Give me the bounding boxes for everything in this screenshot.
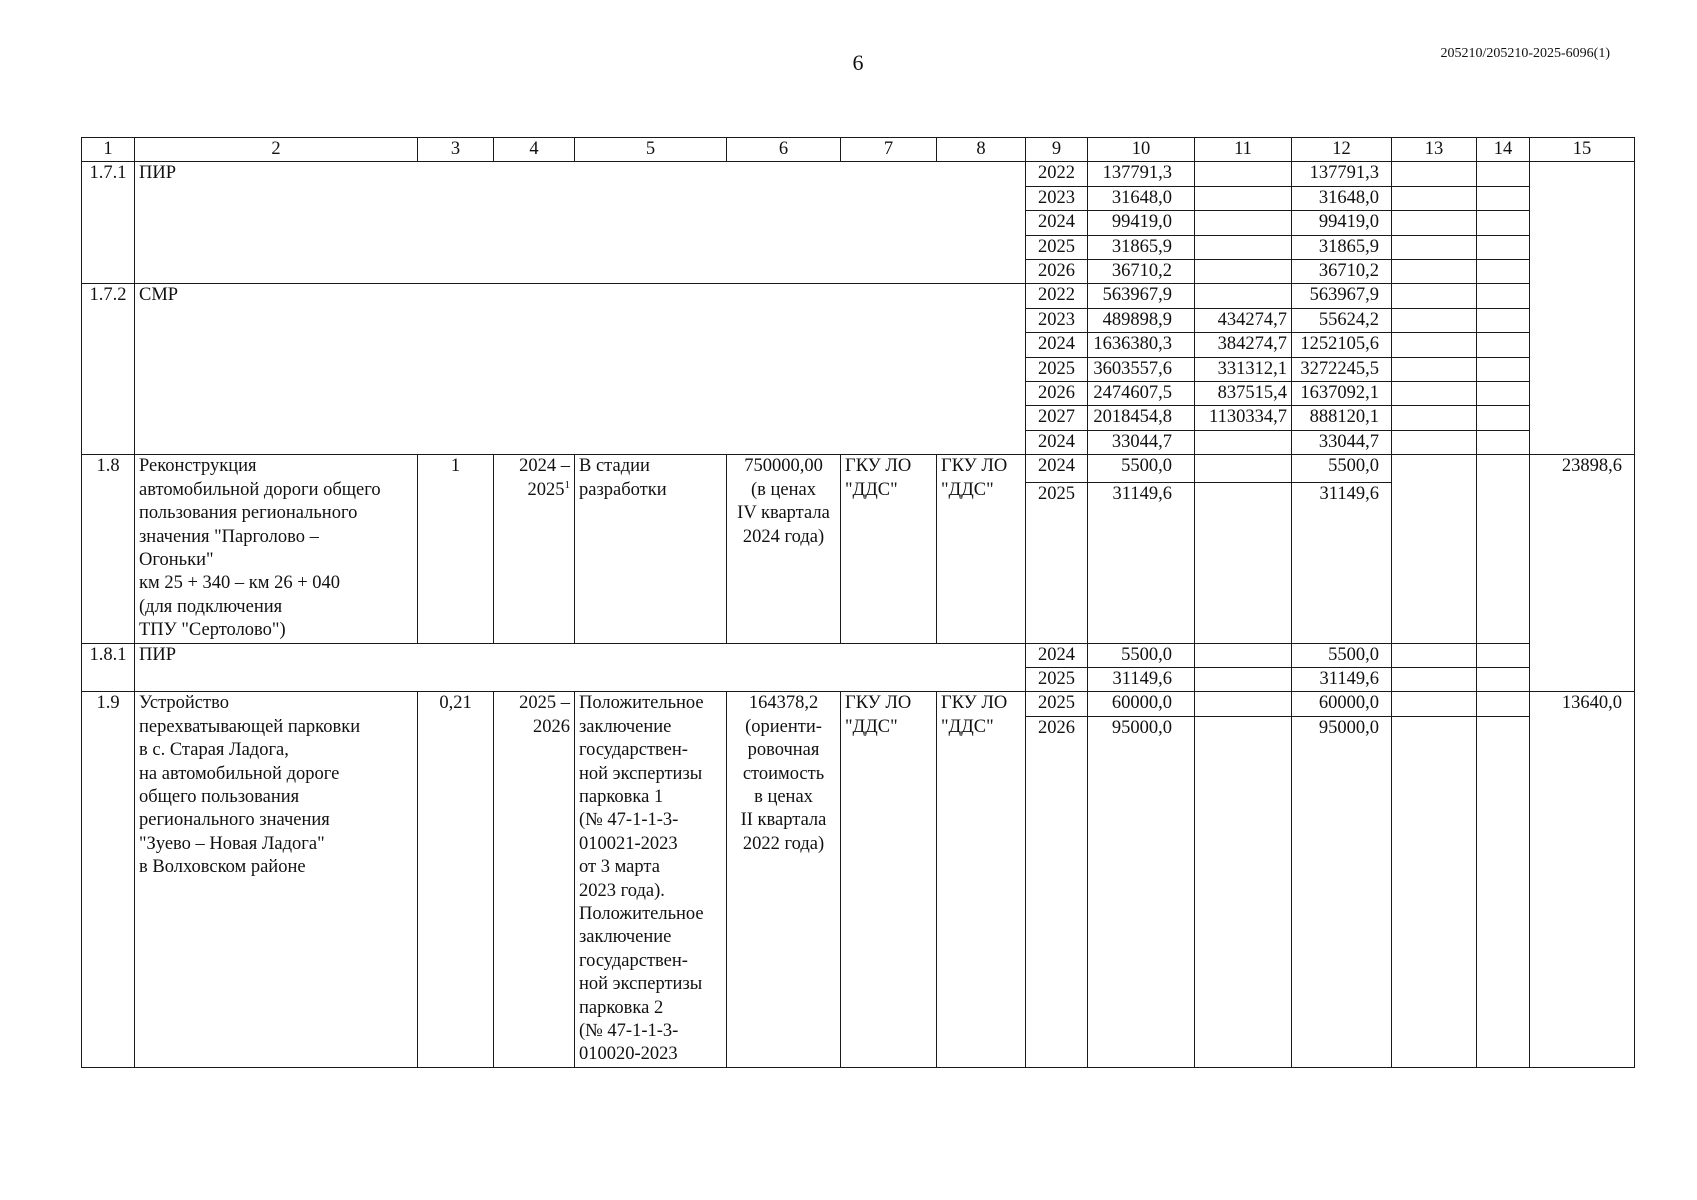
empty-cell xyxy=(1477,260,1530,284)
value-cell xyxy=(1195,483,1292,643)
empty-cell xyxy=(1392,333,1477,357)
value-cell: 31648,0 xyxy=(1088,186,1195,210)
value-cell: 3272245,5 xyxy=(1292,357,1392,381)
value-cell: 1130334,7 xyxy=(1195,406,1292,430)
value-cell xyxy=(1195,430,1292,454)
table-row xyxy=(82,643,1635,667)
value-cell: 563967,9 xyxy=(1292,284,1392,308)
contractor-cell: ГКУ ЛО "ДДС" xyxy=(937,455,1026,643)
year-cell: 2026 xyxy=(1026,260,1088,284)
empty-cell xyxy=(1477,186,1530,210)
value-cell: 95000,0 xyxy=(1088,716,1195,1067)
empty-cell xyxy=(1530,162,1635,455)
value-cell: 60000,0 xyxy=(1292,692,1392,716)
value-cell: 95000,0 xyxy=(1292,716,1392,1067)
customer-cell: ГКУ ЛО "ДДС" xyxy=(841,692,937,1068)
table-row xyxy=(82,692,1635,716)
header-cell: 3 xyxy=(418,138,494,162)
empty-cell xyxy=(1477,692,1530,716)
empty-cell xyxy=(1477,162,1530,186)
period-cell: 2025 – 2026 xyxy=(494,692,575,1068)
total-cell: 13640,0 xyxy=(1530,692,1635,1068)
value-cell xyxy=(1195,260,1292,284)
year-cell: 2025 xyxy=(1026,357,1088,381)
empty-cell xyxy=(1392,430,1477,454)
value-cell: 2474607,5 xyxy=(1088,382,1195,406)
value-cell: 36710,2 xyxy=(1292,260,1392,284)
header-cell: 11 xyxy=(1195,138,1292,162)
value-cell xyxy=(1195,455,1292,483)
empty-cell xyxy=(1477,382,1530,406)
year-cell: 2025 xyxy=(1026,235,1088,259)
empty-cell xyxy=(1477,430,1530,454)
empty-cell xyxy=(1392,716,1477,1067)
status-cell: В стадии разработки xyxy=(575,455,727,643)
value-cell: 2018454,8 xyxy=(1088,406,1195,430)
empty-cell xyxy=(1392,211,1477,235)
value-cell: 434274,7 xyxy=(1195,308,1292,332)
row-number: 1.7.2 xyxy=(82,284,135,455)
table-row xyxy=(82,162,1635,186)
year-cell: 2025 xyxy=(1026,667,1088,691)
empty-cell xyxy=(1477,643,1530,667)
header-cell: 2 xyxy=(135,138,418,162)
status-cell: Положительное заключение государствен- ной экспертизы парковка 1 (№ 47-1-1-3- 010021-2023 от 3 марта 2023 года). Положительное заключение государствен- ной экспертизы парковка 2 (№ 47-1-1-3- 010020-2023 xyxy=(575,692,727,1068)
year-cell: 2022 xyxy=(1026,284,1088,308)
budget-table xyxy=(81,137,1635,1068)
empty-cell xyxy=(1392,235,1477,259)
empty-cell xyxy=(1392,186,1477,210)
value-cell: 36710,2 xyxy=(1088,260,1195,284)
value-cell xyxy=(1195,162,1292,186)
year-cell: 2026 xyxy=(1026,716,1088,1067)
value-cell: 5500,0 xyxy=(1088,643,1195,667)
value-cell: 33044,7 xyxy=(1292,430,1392,454)
total-cell: 23898,6 xyxy=(1530,455,1635,692)
value-cell: 99419,0 xyxy=(1292,211,1392,235)
row-name: Реконструкция автомобильной дороги общего пользования регионального значения "Парголово – Огоньки" км 25 + 340 – км 26 + 040 (для подключения ТПУ "Сертолово") xyxy=(135,455,418,643)
header-cell: 6 xyxy=(727,138,841,162)
value-cell: 137791,3 xyxy=(1292,162,1392,186)
row-name: СМР xyxy=(135,284,1026,455)
value-cell xyxy=(1195,667,1292,691)
footnote-mark: 1 xyxy=(564,478,570,491)
period-start: 2024 – xyxy=(519,456,570,477)
value-cell xyxy=(1195,692,1292,716)
empty-cell xyxy=(1477,308,1530,332)
document-id: 205210/205210-2025-6096(1) xyxy=(1440,46,1610,61)
header-cell: 4 xyxy=(494,138,575,162)
empty-cell xyxy=(1477,667,1530,691)
year-cell: 2024 xyxy=(1026,643,1088,667)
value-cell xyxy=(1195,186,1292,210)
value-cell: 888120,1 xyxy=(1292,406,1392,430)
header-cell: 10 xyxy=(1088,138,1195,162)
empty-cell xyxy=(1392,382,1477,406)
row-name: Устройство перехватывающей парковки в с. Старая Ладога, на автомобильной дороге общего пользования регионального значения "Зуево – Новая Ладога" в Волховском районе xyxy=(135,692,418,1068)
capacity-cell: 0,21 xyxy=(418,692,494,1068)
year-cell: 2025 xyxy=(1026,483,1088,643)
value-cell: 137791,3 xyxy=(1088,162,1195,186)
row-number: 1.7.1 xyxy=(82,162,135,284)
header-cell: 12 xyxy=(1292,138,1392,162)
row-number: 1.9 xyxy=(82,692,135,1068)
empty-cell xyxy=(1392,455,1477,643)
cost-cell: 750000,00 (в ценах IV квартала 2024 года) xyxy=(727,455,841,643)
value-cell: 31149,6 xyxy=(1292,667,1392,691)
year-cell: 2025 xyxy=(1026,692,1088,716)
year-cell: 2024 xyxy=(1026,430,1088,454)
empty-cell xyxy=(1392,667,1477,691)
header-cell: 5 xyxy=(575,138,727,162)
value-cell: 3603557,6 xyxy=(1088,357,1195,381)
value-cell: 384274,7 xyxy=(1195,333,1292,357)
value-cell: 31149,6 xyxy=(1292,483,1392,643)
value-cell: 31149,6 xyxy=(1088,483,1195,643)
value-cell: 55624,2 xyxy=(1292,308,1392,332)
value-cell xyxy=(1195,284,1292,308)
empty-cell xyxy=(1477,455,1530,643)
header-cell: 14 xyxy=(1477,138,1530,162)
period-cell xyxy=(494,455,575,643)
table-row xyxy=(82,455,1635,483)
table-header-row xyxy=(82,138,1635,162)
header-cell: 1 xyxy=(82,138,135,162)
value-cell: 1636380,3 xyxy=(1088,333,1195,357)
value-cell: 31648,0 xyxy=(1292,186,1392,210)
empty-cell xyxy=(1477,284,1530,308)
table-row xyxy=(82,284,1635,308)
row-number: 1.8.1 xyxy=(82,643,135,692)
value-cell: 331312,1 xyxy=(1195,357,1292,381)
cost-cell: 164378,2 (ориенти- ровочная стоимость в ценах II квартала 2022 года) xyxy=(727,692,841,1068)
contractor-cell: ГКУ ЛО "ДДС" xyxy=(937,692,1026,1068)
year-cell: 2026 xyxy=(1026,382,1088,406)
value-cell: 5500,0 xyxy=(1292,643,1392,667)
page-number: 6 xyxy=(852,50,864,75)
year-cell: 2024 xyxy=(1026,333,1088,357)
header-cell: 8 xyxy=(937,138,1026,162)
year-cell: 2023 xyxy=(1026,186,1088,210)
value-cell: 837515,4 xyxy=(1195,382,1292,406)
empty-cell xyxy=(1477,211,1530,235)
value-cell: 31865,9 xyxy=(1088,235,1195,259)
empty-cell xyxy=(1392,692,1477,716)
empty-cell xyxy=(1477,235,1530,259)
value-cell: 563967,9 xyxy=(1088,284,1195,308)
empty-cell xyxy=(1392,357,1477,381)
year-cell: 2027 xyxy=(1026,406,1088,430)
value-cell: 5500,0 xyxy=(1292,455,1392,483)
value-cell: 31865,9 xyxy=(1292,235,1392,259)
value-cell xyxy=(1195,235,1292,259)
value-cell xyxy=(1195,211,1292,235)
empty-cell xyxy=(1477,357,1530,381)
header-cell: 7 xyxy=(841,138,937,162)
value-cell: 489898,9 xyxy=(1088,308,1195,332)
header-cell: 13 xyxy=(1392,138,1477,162)
value-cell: 60000,0 xyxy=(1088,692,1195,716)
value-cell: 33044,7 xyxy=(1088,430,1195,454)
capacity-cell: 1 xyxy=(418,455,494,643)
empty-cell xyxy=(1392,643,1477,667)
value-cell: 31149,6 xyxy=(1088,667,1195,691)
empty-cell xyxy=(1392,406,1477,430)
year-cell: 2023 xyxy=(1026,308,1088,332)
value-cell: 5500,0 xyxy=(1088,455,1195,483)
row-name: ПИР xyxy=(135,643,1026,692)
year-cell: 2024 xyxy=(1026,455,1088,483)
empty-cell xyxy=(1392,308,1477,332)
header-cell: 9 xyxy=(1026,138,1088,162)
customer-cell: ГКУ ЛО "ДДС" xyxy=(841,455,937,643)
row-name: ПИР xyxy=(135,162,1026,284)
year-cell: 2024 xyxy=(1026,211,1088,235)
year-cell: 2022 xyxy=(1026,162,1088,186)
header-cell: 15 xyxy=(1530,138,1635,162)
empty-cell xyxy=(1477,716,1530,1067)
empty-cell xyxy=(1477,333,1530,357)
value-cell: 1637092,1 xyxy=(1292,382,1392,406)
empty-cell xyxy=(1392,284,1477,308)
value-cell xyxy=(1195,716,1292,1067)
value-cell: 1252105,6 xyxy=(1292,333,1392,357)
empty-cell xyxy=(1392,260,1477,284)
value-cell: 99419,0 xyxy=(1088,211,1195,235)
value-cell xyxy=(1195,643,1292,667)
empty-cell xyxy=(1477,406,1530,430)
period-end: 2025 xyxy=(527,479,565,500)
empty-cell xyxy=(1392,162,1477,186)
row-number: 1.8 xyxy=(82,455,135,643)
